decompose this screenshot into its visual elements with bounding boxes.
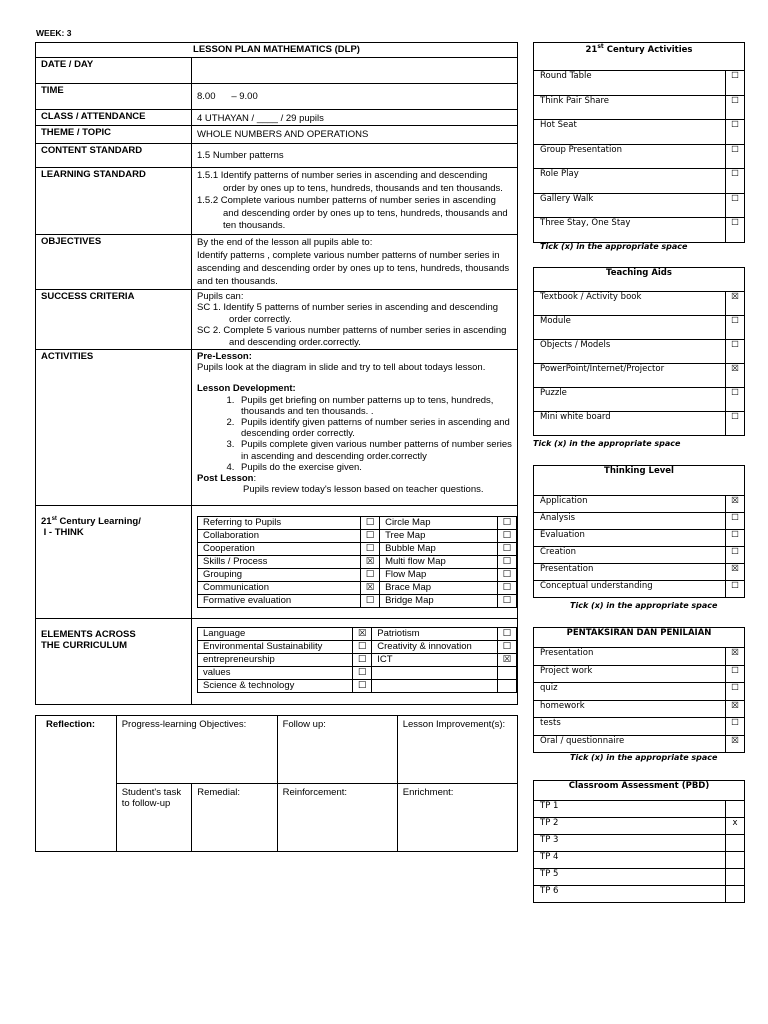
checklist-row: [198, 641, 517, 654]
checklist-label: Collaboration: [198, 530, 361, 543]
side-item-label: Oral / questionnaire: [534, 735, 726, 753]
assessment-tick-note: Tick (x) in the appropriate space: [570, 753, 718, 762]
checkbox[interactable]: ☐: [498, 628, 517, 641]
checklist-label: Referring to Pupils: [198, 517, 361, 530]
success-label: SUCCESS CRITERIA: [36, 289, 192, 350]
development-step: 2. Pupils identify given patterns of number series in ascending and descending order correctly.: [237, 417, 512, 439]
checkbox[interactable]: ☐: [353, 654, 372, 667]
side-row: [534, 735, 745, 753]
follow-up-field[interactable]: Follow up:: [277, 716, 397, 784]
learning-standard-1: 1.5.1 Identify patterns of number series in ascending and descending order by ones up to tens, hundreds, thousands and ten thousands.: [197, 170, 503, 194]
checkbox[interactable]: ☐: [726, 193, 745, 218]
improvement-field[interactable]: Lesson Improvement(s):: [397, 716, 517, 784]
checkbox[interactable]: ☐: [726, 581, 745, 598]
c21-learning-checklist: [197, 516, 517, 608]
elements-checklist: [197, 627, 517, 693]
post-lesson-text: Pupils review today's lesson based on teacher questions.: [243, 484, 484, 496]
side-row: [534, 718, 745, 736]
teaching-aids-title: Teaching Aids: [534, 268, 745, 292]
reinforcement-field[interactable]: Reinforcement:: [277, 784, 397, 852]
checklist-label: Cooperation: [198, 543, 361, 556]
side-row: [534, 801, 745, 818]
checkbox[interactable]: ☒: [361, 556, 380, 569]
checkbox[interactable]: [498, 667, 517, 680]
learning-label: LEARNING STANDARD: [36, 168, 192, 235]
side-item-label: Three Stay, One Stay: [534, 218, 726, 243]
tp-mark-cell[interactable]: x: [726, 818, 745, 835]
date-label: DATE / DAY: [36, 58, 192, 84]
assessment-table: [533, 627, 745, 753]
checkbox[interactable]: ☒: [726, 364, 745, 388]
checkbox[interactable]: ☐: [726, 718, 745, 736]
development-step: 3. Pupils complete given various number patterns of number series in ascending and descending order.correctly: [237, 439, 512, 461]
checkbox[interactable]: ☐: [726, 547, 745, 564]
side-item-label: Group Presentation: [534, 144, 726, 169]
checkbox[interactable]: ☐: [498, 530, 517, 543]
checklist-label: Science & technology: [198, 680, 353, 693]
checklist-label: Brace Map: [380, 582, 498, 595]
side-row: [534, 169, 745, 194]
theme-label: THEME / TOPIC: [36, 126, 192, 144]
activities-label: ACTIVITIES: [36, 350, 192, 506]
students-task-field[interactable]: Student's task to follow-up: [116, 784, 192, 852]
side-item-label: TP 6: [534, 886, 726, 903]
side-row: [534, 665, 745, 683]
side-item-label: Conceptual understanding: [534, 581, 726, 598]
checklist-row: [198, 680, 517, 693]
side-row: [534, 886, 745, 903]
checkbox[interactable]: ☐: [498, 595, 517, 608]
side-row: [534, 530, 745, 547]
checkbox[interactable]: ☐: [353, 680, 372, 693]
side-item-label: Think Pair Share: [534, 95, 726, 120]
time-field[interactable]: 8.00 – 9.00: [192, 84, 518, 110]
c21-label-sup: st: [51, 516, 57, 522]
side-row: [534, 71, 745, 96]
checklist-row: [198, 595, 517, 608]
checklist-label: Skills / Process: [198, 556, 361, 569]
side-item-label: TP 2: [534, 818, 726, 835]
checkbox[interactable]: ☒: [726, 700, 745, 718]
checklist-row: [198, 582, 517, 595]
success-intro: Pupils can:: [197, 290, 244, 302]
checklist-label: entrepreneurship: [198, 654, 353, 667]
tp-mark-cell[interactable]: [726, 886, 745, 903]
side-row: [534, 648, 745, 666]
checklist-label: Circle Map: [380, 517, 498, 530]
week-label: WEEK: 3: [36, 28, 72, 38]
theme-field[interactable]: WHOLE NUMBERS AND OPERATIONS: [192, 126, 518, 144]
checkbox[interactable]: ☒: [726, 292, 745, 316]
checkbox[interactable]: ☒: [726, 648, 745, 666]
side-item-label: Role Play: [534, 169, 726, 194]
side-row: [534, 316, 745, 340]
learning-field[interactable]: [192, 168, 518, 235]
checkbox[interactable]: ☐: [498, 582, 517, 595]
checkbox[interactable]: ☒: [361, 582, 380, 595]
success-field[interactable]: [192, 289, 518, 350]
side-row: [534, 564, 745, 581]
checklist-row: [198, 628, 517, 641]
side-item-label: TP 5: [534, 869, 726, 886]
side-row: [534, 852, 745, 869]
objectives-intro: By the end of the lesson all pupils able to:: [197, 236, 373, 248]
side-item-label: Module: [534, 316, 726, 340]
checklist-label: Formative evaluation: [198, 595, 361, 608]
lesson-plan-table: [35, 42, 518, 705]
checklist-row: [198, 530, 517, 543]
lesson-development-title: Lesson Development:: [197, 383, 296, 395]
assessment-title: PENTAKSIRAN DAN PENILAIAN: [534, 628, 745, 648]
checklist-label: values: [198, 667, 353, 680]
side-item-label: Evaluation: [534, 530, 726, 547]
checklist-label: ICT: [372, 654, 498, 667]
side-item-label: Project work: [534, 665, 726, 683]
success-criteria-1: SC 1. Identify 5 patterns of number series in ascending and descending order correctly.: [197, 302, 499, 325]
side-row: [534, 869, 745, 886]
checklist-label: Tree Map: [380, 530, 498, 543]
side-row: [534, 683, 745, 701]
objectives-label: OBJECTIVES: [36, 234, 192, 289]
class-label: CLASS / ATTENDANCE: [36, 110, 192, 126]
enrichment-field[interactable]: Enrichment:: [397, 784, 517, 852]
objectives-field[interactable]: [192, 234, 518, 289]
side-item-label: Analysis: [534, 513, 726, 530]
checkbox[interactable]: ☐: [498, 569, 517, 582]
elements-label: [36, 619, 192, 705]
side-row: [534, 496, 745, 513]
side-item-label: Creation: [534, 547, 726, 564]
pbd-table: [533, 780, 745, 903]
remedial-field[interactable]: Remedial:: [192, 784, 277, 852]
side-item-label: Presentation: [534, 564, 726, 581]
checklist-label: Bridge Map: [380, 595, 498, 608]
checkbox[interactable]: ☐: [361, 530, 380, 543]
development-step: 4. Pupils do the exercise given.: [237, 462, 512, 473]
side-row: [534, 581, 745, 598]
checkbox[interactable]: ☒: [726, 564, 745, 581]
checkbox[interactable]: ☐: [726, 316, 745, 340]
elements-cell: [192, 619, 518, 705]
objectives-text: Identify patterns , complete various number patterns of number series in ascending and descending order by ones up to tens, hundreds, thousands and ten thousands.: [197, 249, 510, 287]
side-row: [534, 340, 745, 364]
side-item-label: Mini white board: [534, 412, 726, 436]
century-activities-title: 21st Century Activities: [534, 43, 745, 71]
pbd-title: Classroom Assessment (PBD): [534, 781, 745, 801]
checklist-label: [372, 667, 498, 680]
teaching-aids-table: [533, 267, 745, 436]
c21-label-text: Century Learning/: [56, 516, 141, 528]
checklist-row: [198, 654, 517, 667]
checklist-label: Flow Map: [380, 569, 498, 582]
thinking-tick-note: Tick (x) in the appropriate space: [570, 601, 718, 610]
side-item-label: Round Table: [534, 71, 726, 96]
side-row: [534, 513, 745, 530]
checkbox[interactable]: ☐: [498, 556, 517, 569]
checkbox[interactable]: ☐: [726, 218, 745, 243]
checkbox[interactable]: ☐: [726, 388, 745, 412]
checklist-label: Creativity & innovation: [372, 641, 498, 654]
side-row: [534, 412, 745, 436]
checkbox[interactable]: ☒: [498, 654, 517, 667]
checkbox[interactable]: ☐: [726, 120, 745, 145]
checkbox[interactable]: ☐: [726, 71, 745, 96]
side-row: [534, 700, 745, 718]
checklist-row: [198, 543, 517, 556]
checklist-label: Language: [198, 628, 353, 641]
checkbox[interactable]: ☐: [361, 543, 380, 556]
checkbox[interactable]: ☐: [726, 340, 745, 364]
side-item-label: homework: [534, 700, 726, 718]
checkbox[interactable]: ☐: [726, 513, 745, 530]
side-item-label: Presentation: [534, 648, 726, 666]
side-item-label: Gallery Walk: [534, 193, 726, 218]
checkbox[interactable]: ☐: [726, 144, 745, 169]
c21-learning-label: [36, 506, 192, 619]
activities-field[interactable]: Pre-Lesson: Pupils look at the diagram in slide and try to tell about todays lesson. Lesson Development: 1. Pupils get briefing on number patterns up to tens, hundreds, thousands and ten thousands. . 2. Pupils identify given patterns of number series in ascending and descending order correctly. 3. Pupils complete given various number patterns of number series in ascending and descending order.correctly 4. Pupils do the exercise given. Post Lesson: Pupils review today's lesson based on teacher questions.: [192, 350, 518, 506]
century-activities-table: [533, 42, 745, 243]
checkbox[interactable]: ☐: [726, 169, 745, 194]
aids-tick-note: Tick (x) in the appropriate space: [533, 439, 681, 448]
c21-label-num: 21: [41, 516, 52, 528]
side-row: [534, 364, 745, 388]
checklist-label: Bubble Map: [380, 543, 498, 556]
side-row: [534, 95, 745, 120]
date-field[interactable]: [192, 58, 518, 84]
tp-mark-cell[interactable]: [726, 835, 745, 852]
pre-lesson-title: Pre-Lesson:: [197, 351, 252, 362]
side-row: [534, 835, 745, 852]
checkbox[interactable]: ☐: [353, 667, 372, 680]
checkbox[interactable]: ☐: [498, 543, 517, 556]
class-field[interactable]: 4 UTHAYAN / ____ / 29 pupils: [192, 110, 518, 126]
checkbox[interactable]: ☐: [361, 517, 380, 530]
checkbox[interactable]: ☒: [726, 496, 745, 513]
checklist-label: Environmental Sustainability: [198, 641, 353, 654]
checkbox[interactable]: ☐: [726, 683, 745, 701]
tp-mark-cell[interactable]: [726, 869, 745, 886]
side-item-label: Puzzle: [534, 388, 726, 412]
side-item-label: Textbook / Activity book: [534, 292, 726, 316]
checkbox[interactable]: ☒: [353, 628, 372, 641]
elements-label-line1: ELEMENTS ACROSS: [41, 629, 136, 640]
side-row: [534, 547, 745, 564]
side-item-label: TP 1: [534, 801, 726, 818]
tp-mark-cell[interactable]: [726, 801, 745, 818]
side-row: [534, 818, 745, 835]
side-row: [534, 193, 745, 218]
lesson-title: LESSON PLAN MATHEMATICS (DLP): [36, 43, 518, 58]
development-step: 1. Pupils get briefing on number patterns up to tens, hundreds, thousands and ten thousands. .: [237, 395, 512, 417]
checkbox[interactable]: ☐: [361, 595, 380, 608]
time-label: TIME: [36, 84, 192, 110]
checklist-label: Multi flow Map: [380, 556, 498, 569]
side-row: [534, 120, 745, 145]
thinking-level-title: Thinking Level: [534, 466, 745, 496]
checkbox[interactable]: ☒: [726, 735, 745, 753]
checkbox[interactable]: ☐: [726, 530, 745, 547]
elements-label-line2: THE CURRICULUM: [41, 640, 128, 651]
side-item-label: PowerPoint/Internet/Projector: [534, 364, 726, 388]
checkbox[interactable]: ☐: [353, 641, 372, 654]
success-criteria-2: SC 2. Complete 5 various number patterns of number series in ascending and descending order.correctly.: [197, 325, 507, 348]
checklist-row: [198, 517, 517, 530]
post-lesson-title: Post Lesson: [197, 473, 254, 485]
checklist-row: [198, 569, 517, 582]
checkbox[interactable]: ☐: [726, 95, 745, 120]
checklist-label: Grouping: [198, 569, 361, 582]
reflection-table: [35, 715, 518, 852]
ithink-label: I - THINK: [41, 527, 84, 539]
checkbox[interactable]: ☐: [498, 641, 517, 654]
learning-standard-2: 1.5.2 Complete various number patterns of number series in ascending and descending order by ones up to tens, hundreds, thousands and ten thousands.: [197, 195, 508, 231]
pre-lesson-text: Pupils look at the diagram in slide and try to tell about todays lesson.: [197, 362, 486, 374]
c21-learning-cell: [192, 506, 518, 619]
side-item-label: TP 3: [534, 835, 726, 852]
content-label: CONTENT STANDARD: [36, 144, 192, 168]
progress-field[interactable]: Progress-learning Objectives:: [116, 716, 277, 784]
checklist-label: Patriotism: [372, 628, 498, 641]
side-item-label: TP 4: [534, 852, 726, 869]
tp-mark-cell[interactable]: [726, 852, 745, 869]
checkbox[interactable]: ☐: [361, 569, 380, 582]
checkbox[interactable]: ☐: [726, 665, 745, 683]
side-row: [534, 218, 745, 243]
side-item-label: tests: [534, 718, 726, 736]
reflection-label: Reflection:: [36, 716, 117, 852]
thinking-level-table: [533, 465, 745, 598]
side-item-label: Hot Seat: [534, 120, 726, 145]
checklist-row: [198, 556, 517, 569]
activities-tick-note: Tick (x) in the appropriate space: [540, 242, 688, 251]
side-item-label: Objects / Models: [534, 340, 726, 364]
side-item-label: quiz: [534, 683, 726, 701]
checkbox[interactable]: ☐: [726, 412, 745, 436]
side-item-label: Application: [534, 496, 726, 513]
checklist-row: [198, 667, 517, 680]
checkbox[interactable]: ☐: [498, 517, 517, 530]
checkbox[interactable]: [498, 680, 517, 693]
lesson-development-steps: [197, 395, 512, 473]
content-field[interactable]: 1.5 Number patterns: [192, 144, 518, 168]
side-row: [534, 144, 745, 169]
side-row: [534, 388, 745, 412]
side-row: [534, 292, 745, 316]
checklist-label: [372, 680, 498, 693]
checklist-label: Communication: [198, 582, 361, 595]
